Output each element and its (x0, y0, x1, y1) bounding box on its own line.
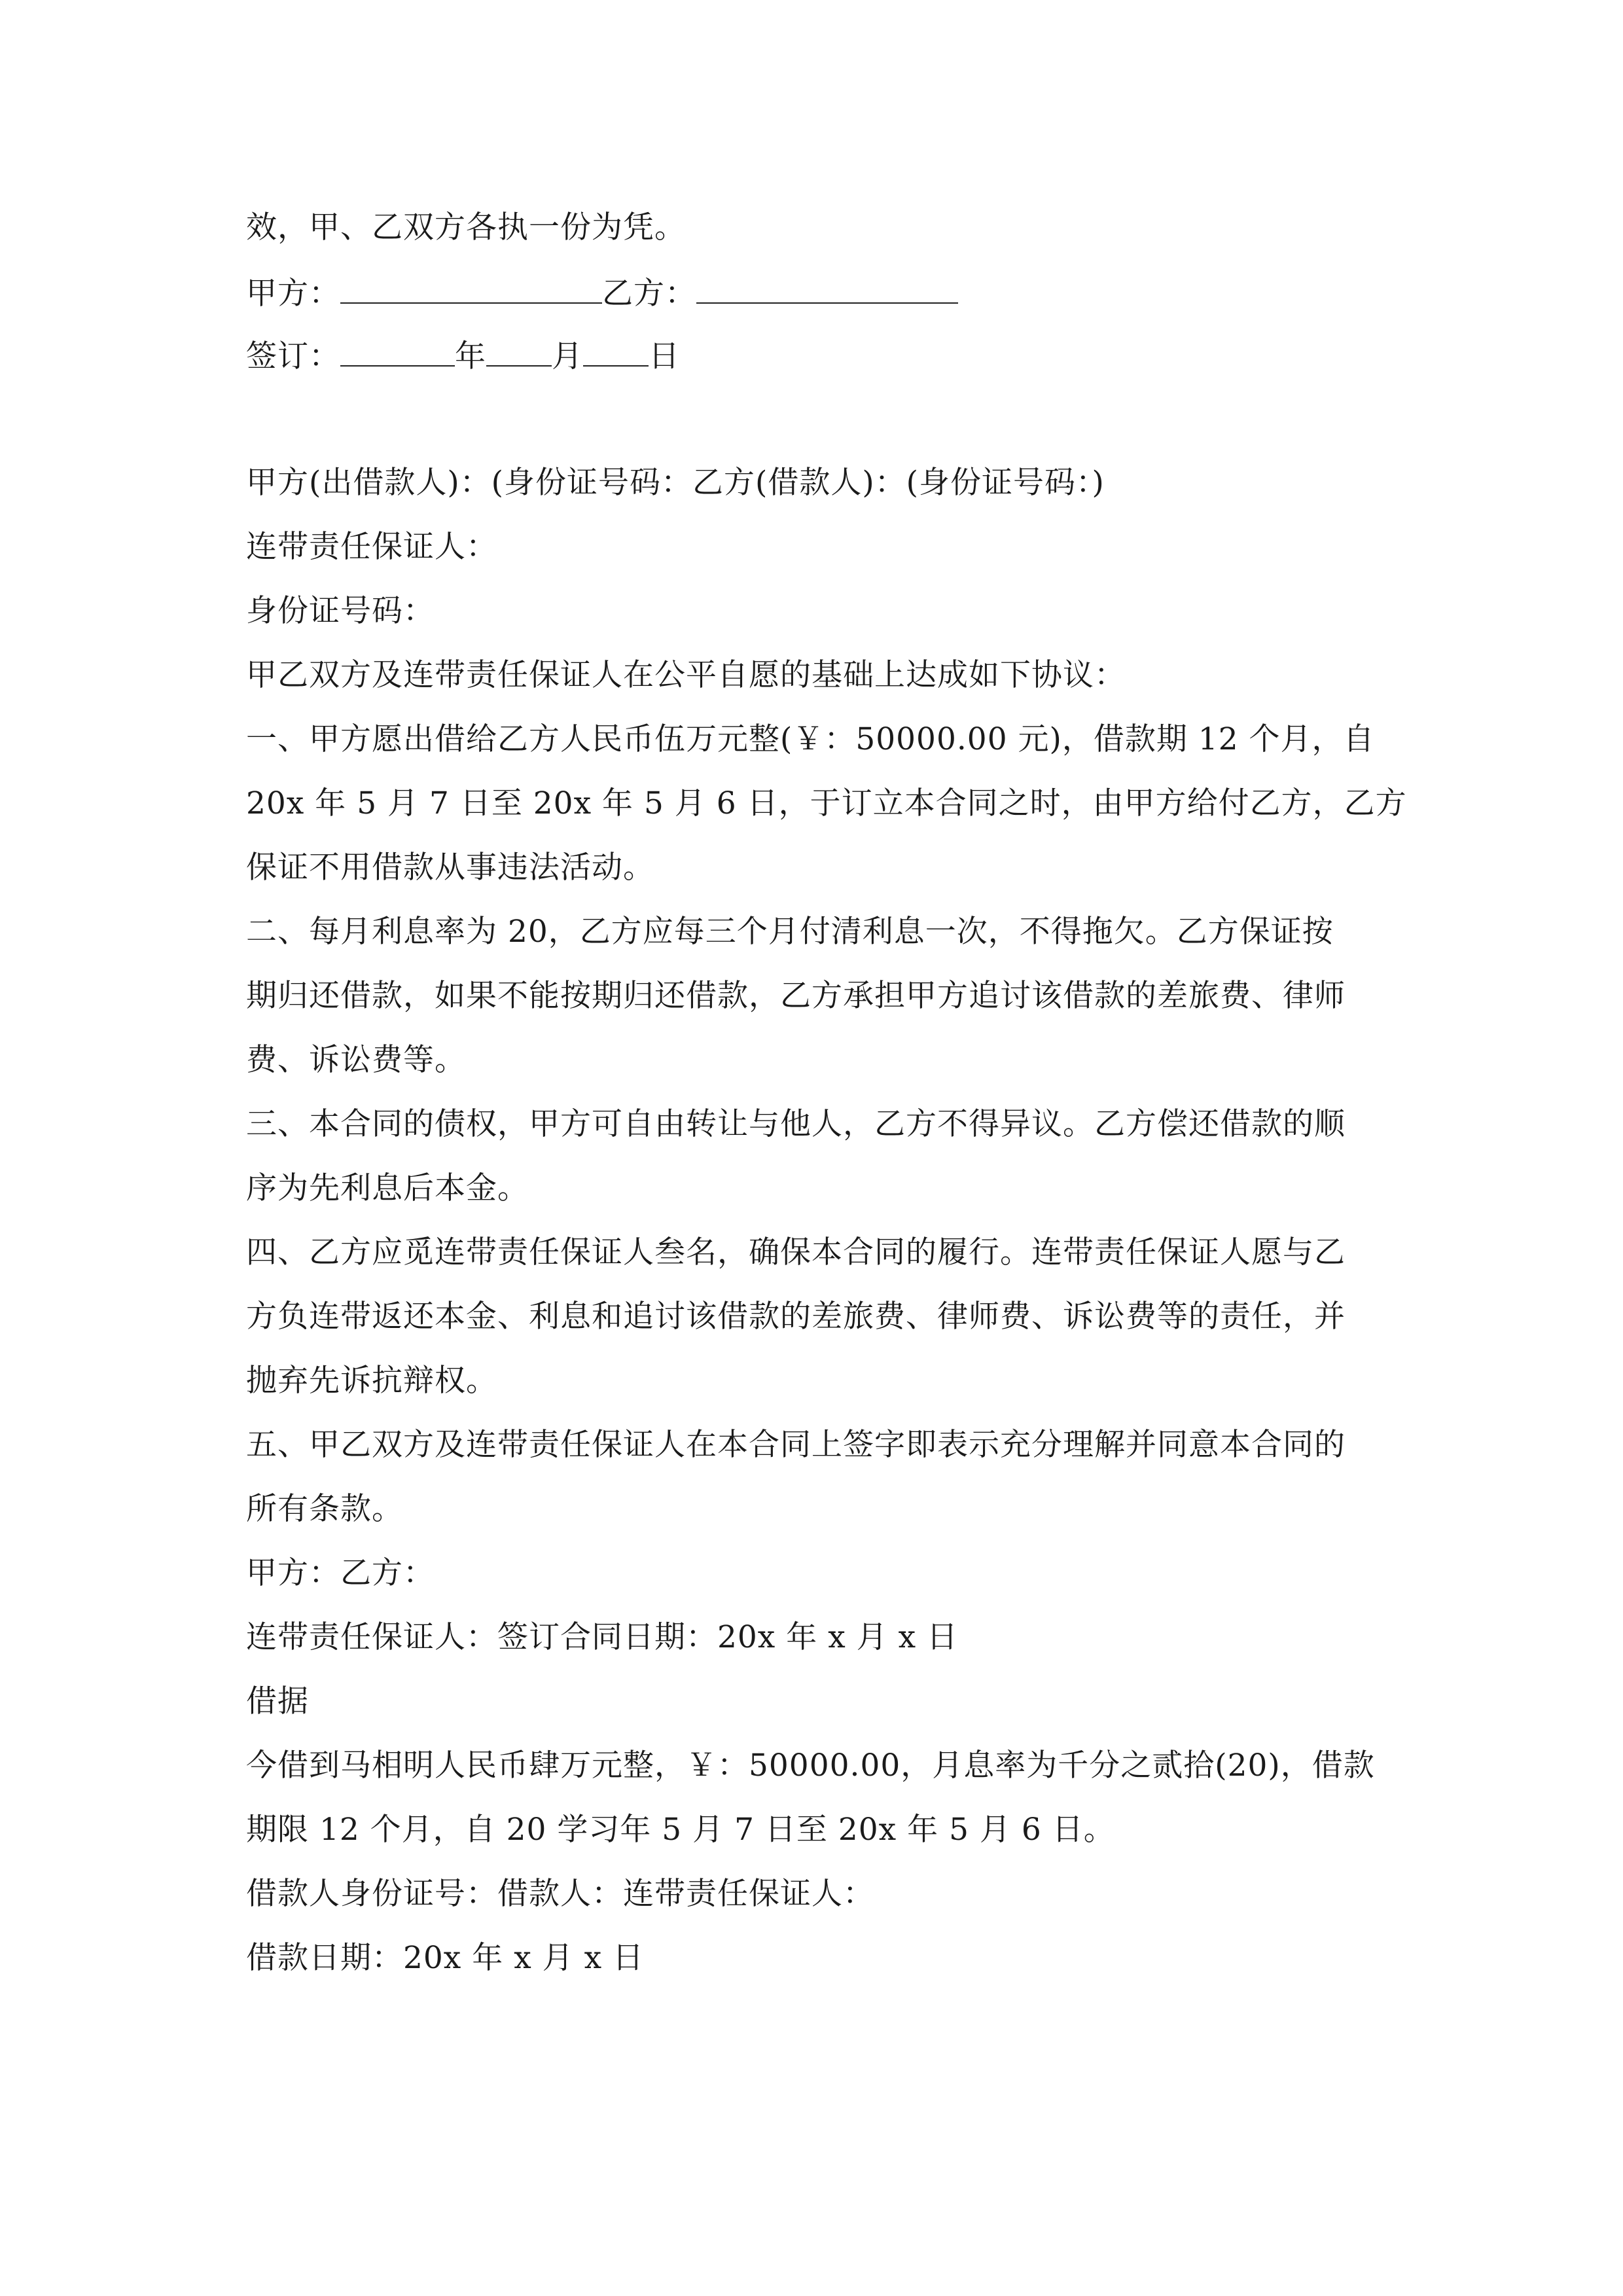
year-label: 年 (455, 338, 486, 374)
parties-line: 甲方(出借款人)：(身份证号码：乙方(借款人)：(身份证号码：) (246, 465, 1105, 501)
id-number-line: 身份证号码： (246, 593, 435, 629)
clause4-line3: 抛弃先诉抗辩权。 (246, 1363, 497, 1399)
clause3-line1: 三、本合同的债权，甲方可自由转让与他人，乙方不得异议。乙方偿还借款的顺 (246, 1106, 1346, 1142)
party-a-label: 甲方： (246, 276, 340, 312)
clause1-line3: 保证不用借款从事违法活动。 (246, 850, 654, 886)
intro-line: 甲乙双方及连带责任保证人在公平自愿的基础上达成如下协议： (246, 657, 1126, 693)
clause4-line1: 四、乙方应觅连带责任保证人叁名，确保本合同的履行。连带责任保证人愿与乙 (246, 1234, 1346, 1270)
clause2-line2: 期归还借款，如果不能按期归还借款，乙方承担甲方追讨该借款的差旅费、律师 (246, 978, 1346, 1014)
receipt-date-line: 借款日期：20x 年 x 月 x 日 (246, 1940, 645, 1976)
month-label: 月 (552, 338, 583, 374)
party-b-label: 乙方： (602, 276, 696, 312)
party-b-blank (696, 274, 958, 304)
receipt-title: 借据 (246, 1683, 309, 1719)
guarantor-line: 连带责任保证人： (246, 529, 497, 565)
clause5-line2: 所有条款。 (246, 1491, 403, 1527)
receipt-signers-line: 借款人身份证号：借款人：连带责任保证人： (246, 1876, 874, 1912)
day-blank (583, 336, 649, 367)
guarantor-date-line: 连带责任保证人：签订合同日期：20x 年 x 月 x 日 (246, 1619, 959, 1655)
clause3-line2: 序为先利息后本金。 (246, 1170, 529, 1206)
month-blank (486, 336, 552, 367)
clause4-line2: 方负连带返还本金、利息和追讨该借款的差旅费、律师费、诉讼费等的责任，并 (246, 1299, 1346, 1335)
day-label: 日 (649, 338, 680, 374)
closing-line: 效，甲、乙双方各执一份为凭。 (246, 209, 686, 245)
receipt-body-line1: 今借到马相明人民币肆万元整，￥：50000.00，月息率为千分之贰拾(20)，借款 (246, 1748, 1375, 1784)
sign-date-line (246, 336, 1385, 376)
clause2-line3: 费、诉讼费等。 (246, 1042, 466, 1078)
sign-label: 签订： (246, 338, 340, 374)
clause5-line1: 五、甲乙双方及连带责任保证人在本合同上签字即表示充分理解并同意本合同的 (246, 1427, 1346, 1463)
clause1-line1: 一、甲方愿出借给乙方人民币伍万元整(￥：50000.00 元)，借款期 12 个月，自 (246, 721, 1375, 757)
clause2-line1: 二、每月利息率为 20，乙方应每三个月付清利息一次，不得拖欠。乙方保证按 (246, 914, 1334, 950)
year-blank (340, 336, 455, 367)
signatures-line: 甲方：乙方： (246, 1555, 435, 1591)
receipt-body-line2: 期限 12 个月，自 20 学习年 5 月 7 日至 20x 年 5 月 6 日。 (246, 1812, 1115, 1848)
signature-line (246, 274, 1385, 314)
clause1-line2: 20x 年 5 月 7 日至 20x 年 5 月 6 日，于订立本合同之时，由甲方给付乙方，乙方 (246, 785, 1407, 821)
party-a-blank (340, 274, 602, 304)
